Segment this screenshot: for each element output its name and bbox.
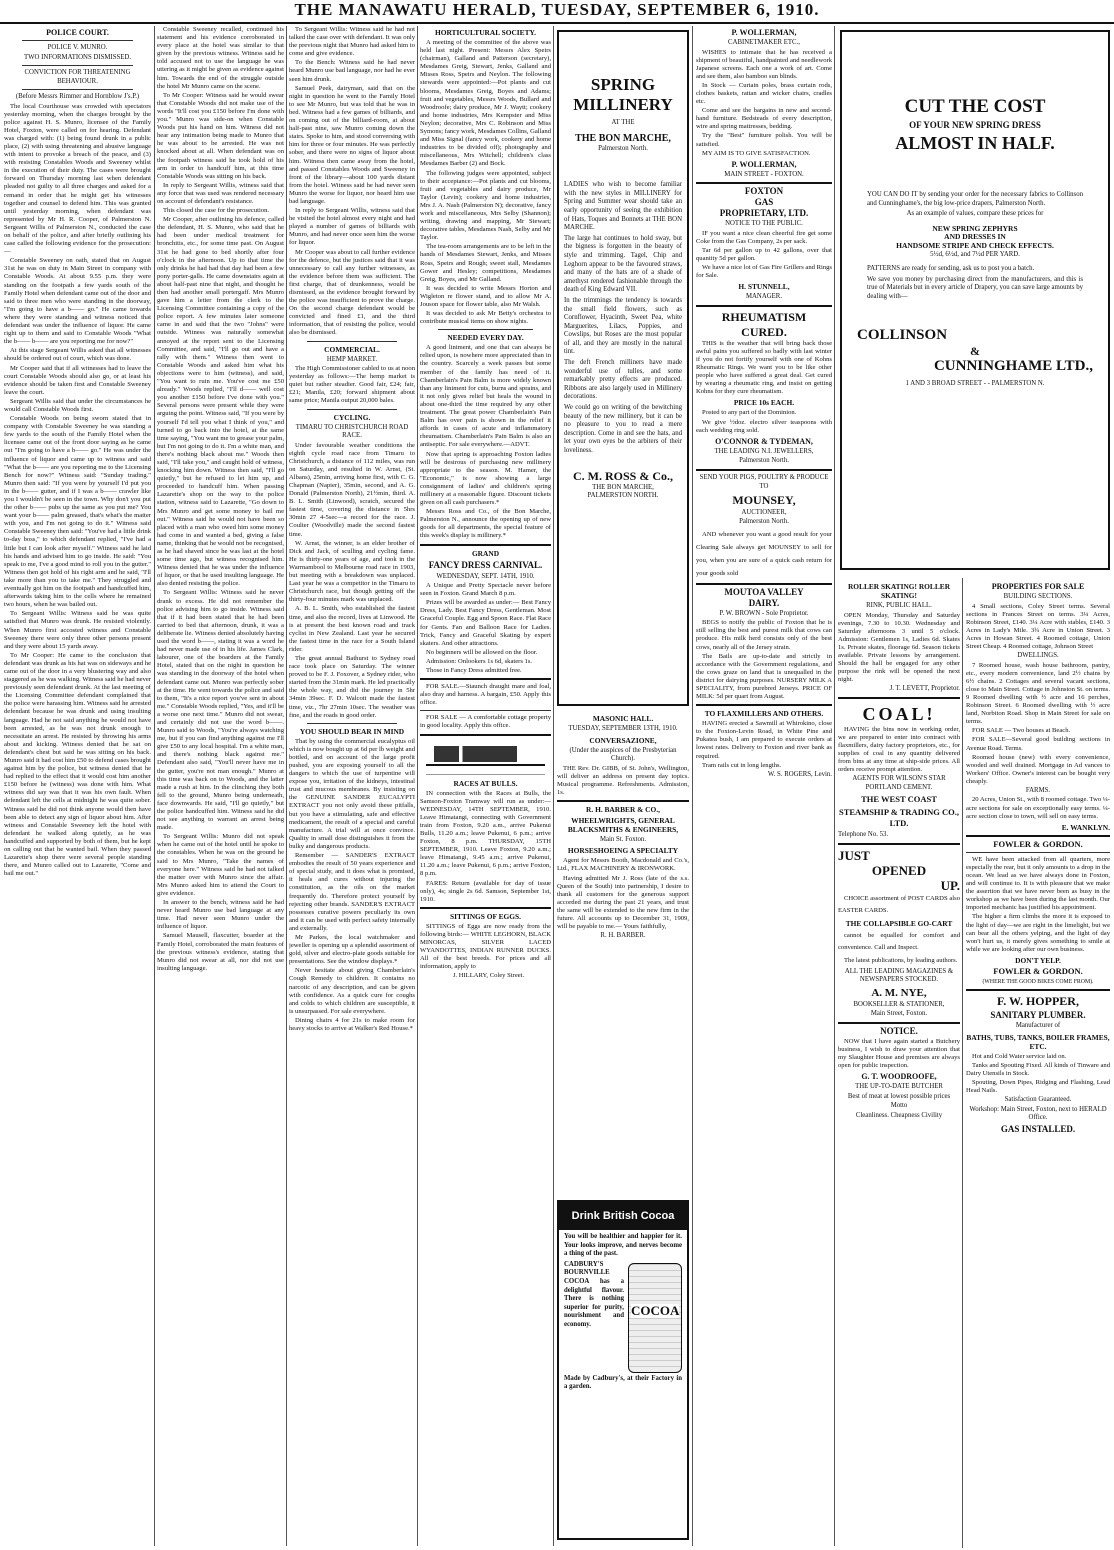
column-news xyxy=(289,26,415,1546)
ad-heading: SITTINGS OF EGGS. xyxy=(450,911,521,921)
section-heading: CYCLING. xyxy=(333,412,371,422)
divider xyxy=(696,469,832,471)
column-masonic xyxy=(557,712,689,992)
paragraph: Made by Cadbury's, at their Factory in a garden. xyxy=(564,1374,682,1391)
paragraph: Hot and Cold Water service laid on. xyxy=(972,1052,1067,1060)
column-rule xyxy=(154,26,155,1546)
paragraph: In reply to Sergeant Willis, witness said that he visited the hotel almost every night and had played a number of games of billiards with Munro, and had never once seen him the worse for liquor. xyxy=(289,207,415,247)
divider xyxy=(696,182,832,184)
divider xyxy=(557,800,689,802)
ad-date: WEDNESDAY, SEPT. 14TH, 1910. xyxy=(436,572,535,580)
paragraph: Spouting, Down Pipes, Ridging and Flashing, Lead Head Nails. xyxy=(966,1079,1110,1095)
column-police-court xyxy=(4,26,151,1546)
paragraph: W. Arnst, the winner, is an elder brother of Dick and Jack, of sculling and cycling fame. He is thirty-one years of age, and took in the Warrnambool to Melbourne road race in 1903, but meeting with a breakdown was unplaced. Last year he was a competitor in the Timaru to Christchurch race, but though getting off the thirty-four minutes mark was unplaced. xyxy=(289,539,415,604)
paragraph: Messrs Ross and Co., of the Bon Marche, Palmerston N., announce the opening up of new goods for all departments, the special feature of this week's display is millinery.* xyxy=(420,508,551,540)
paragraph: Tanks and Spouting Fixed. All kinds of Tinware and Dairy Utensils in Stock. xyxy=(966,1061,1110,1078)
ad-location: Palmerston North. xyxy=(739,518,789,526)
ad-title: ALMOST IN HALF. xyxy=(895,133,1055,153)
ad-store: G. T. WOODROOFE, xyxy=(861,1072,937,1082)
paragraph: Having admitted Mr J. Ross (late of the s.s. Queen of the South) into partnership, I desire to thank all customers for the generous support accorded me during the past 21 years, and trust the same will be extended to the new firm in the future. All accounts up to December 31, 1909, will be payable to me.— Yours faithfully, xyxy=(557,874,689,931)
paragraph: Now that spring is approaching Foxton ladies will be desirous of purchasing new millinery appropriate to the season. M. Hamer, the "Economic," is now showing a large consignment of ladies' and children's spring millinery at a reasonable figure. Discount tickets given on all cash purchasers.* xyxy=(420,450,551,507)
paragraph: cannot be equalled for comfort and convenience. Call and Inspect. xyxy=(838,931,960,951)
paragraph: WE have been attacked from all quarters, more especially the rear, but it only amounts to a drop in the ocean. We lead as we have always done in Foxton, and will continue to. It is with pleasure that we make the assertion that we have never been as busy in the workshop as we have been during the last month. Our imported mechanic has justified his appointment. xyxy=(966,855,1110,912)
divider xyxy=(307,409,397,410)
paragraph: In reply to Sergeant Willis, witness said that any force that was used was rendered necessary on account of defendant's resistance. xyxy=(157,181,284,205)
divider xyxy=(838,697,960,699)
ad-heading: FANCY DRESS CARNIVAL. xyxy=(428,559,543,570)
ad-store: C. M. ROSS & Co., xyxy=(572,468,673,483)
divider xyxy=(420,678,551,680)
ad-store: FOWLER & GORDON. xyxy=(993,965,1083,976)
ad-subtitle: THE UP-TO-DATE BUTCHER xyxy=(855,1083,943,1091)
ad-offer: AND DRESSES IN xyxy=(944,232,1006,242)
paragraph: IN connection with the Races at Bulls, the Samson-Foxton Tramway will run as under:— WEDNESDAY, 14TH SEPTEMBER, 1910. Leave Himatangi, connecting with Government train from Foxton, 9.20 a.m., arrive Pukenui Bulls, 11.20 a.m.; leave Pukenui, 6 p.m.; arrive Foxton, 8 p.m. THURSDAY, 15TH SEPTEMBER, 1910. Leave Foxton, 9.20 a.m.; leave Himatangi, 9.45 a.m.; arrive Pukenui, 11.20 a.m.; leave Pukenui, 6 p.m.; arrive Foxton, 8 p.m. xyxy=(420,789,551,878)
paragraph: The High Commissioner cabled to us at noon yesterday as follows:—The hemp market is quiet but rather steadier. Good fair, £24; fair, £21; Manila, £20; forward shipment about same price; Manila output 20,000 bales. xyxy=(289,365,415,405)
ad-subtitle: ALL THE LEADING MAGAZINES & NEWSPAPERS STOCKED. xyxy=(844,967,954,984)
paragraph: THIS is the weather that will bring back those awful pains you suffered so badly with last winter if you do not fortify yourself with one of Kohns Rheumatic Rings. We want you to be like other people who have suffered a great deal. Get cured by wearing a rheumatic ring, and insist on getting Kohns for they cure rheumatism. xyxy=(696,339,832,396)
ad-heading: FOXTON xyxy=(744,186,784,197)
paragraph: CHOICE assortment of POST CARDS also EASTER CARDS. xyxy=(838,894,960,914)
ad-offer: HANDSOME STRIPE AND CHECK EFFECTS. xyxy=(896,240,1054,250)
paragraph: Best of meat at lowest possible prices xyxy=(847,1092,951,1100)
divider xyxy=(307,341,397,342)
masthead: THE MANAWATU HERALD, TUESDAY, SEPTEMBER 6, 1910. xyxy=(0,0,1114,24)
ad-heading: DAIRY. xyxy=(748,597,780,608)
divider xyxy=(420,544,551,546)
column-rule xyxy=(834,26,835,1546)
column-police-court-cont xyxy=(157,26,284,1546)
ad-subtitle: RINK, PUBLIC HALL. xyxy=(866,602,932,609)
ad-store: CUNNINGHAME LTD., xyxy=(933,357,1093,374)
collinson-cunninghame-ad xyxy=(840,30,1110,570)
ad-location: PALMERSTON NORTH. xyxy=(587,492,659,500)
paragraph: To Sergeant Willis: Witness said he was quite satisfied that Munro was drunk. He resisted violently. When Munro first accosted witness and Constable Sweeney there were only three other persons present and they were about 15 yards away. xyxy=(4,610,151,650)
ad-subtitle: AT THE xyxy=(611,119,635,126)
ad-heading: CONVERSAZIONE, xyxy=(589,735,657,745)
ad-heading: FOWLER & GORDON. xyxy=(993,838,1083,849)
ad-subtitle: BOOKSELLER & STATIONER, xyxy=(853,1000,945,1008)
ad-subtitle: P. W. BROWN - Sole Proprietor. xyxy=(719,609,809,617)
paragraph: FOR SALE—Several good building sections in Avenue Road. Terms. xyxy=(966,736,1110,752)
train-illustration xyxy=(426,740,545,775)
paragraph: A. B. L. Smith, who established the fastest time, and also the record, lives at Linwood. He is at present the best known road and track cyclist in New Zealand. Last year he secured the fastest time in the race for a South Island rider. xyxy=(289,605,415,653)
ad-price: PRICE 10s EACH. xyxy=(733,398,795,408)
ad-heading: THE COLLAPSIBLE GO-CART xyxy=(845,918,953,928)
divider xyxy=(696,583,832,585)
paragraph: Tar 6d per gallon up to 42 gallons, over that quantity 5d per gallon. xyxy=(696,246,832,262)
paragraph: Prizes will be awarded as under:— Best Fancy Dress, Lady. Best Fancy Dress, Gentleman. Most Graceful Couple. Egg and Spoon Race. Flat Race for Gents. Fan and Balloon Race for Ladies. Trick, Fancy and Graceful Skating by expert skaters. And other attractions. xyxy=(420,599,551,647)
signature: E. WANKLYN. xyxy=(1061,822,1110,832)
ad-store: COLLINSON xyxy=(857,326,948,343)
ad-subtitle: Satisfaction Guaranteed. xyxy=(1004,1096,1072,1104)
paragraph: 7 Roomed house, wash house bathroom, pantry, etc., every modern convenience, land 2½ chains by 6½ chains. 2 Cottages and several vacant sections, close to Main Street. Cottage in Johnston St. on terms. 9 Roomed dwelling with ½ acre and 16 perches, Robinson Street. 6 Roomed dwelling with ½ acre land, Norbiton Road. Shop in Main Street for sale on terms. xyxy=(966,661,1110,726)
subheading: TWO INFORMATIONS DISMISSED. xyxy=(23,53,132,61)
paragraph: The following judges were appointed, subject to their acceptance:—Pot plants and cut blooms, fruit and vegetables and dairy produce, Mr Taylor (Levin); cookery and home industries, Mrs J. A. Nash (Palmerston N); decorative, fancy work and miscellaneous, Mrs Selby (Shannon); writing, drawing and mapping, Mr Stewart; decorative tables, Mesdames Nash, Selby and Mr Taylor. xyxy=(420,169,551,242)
ad-heading: PROPRIETARY, LTD. xyxy=(719,208,809,219)
ad-subtitle: THE LEADING N.I. JEWELLERS, xyxy=(714,447,814,455)
paragraph: HAVING the bins now in working order, we are prepared to enter into contract with flaxmillers, dairy factory proprietors, etc., for supplies of coal in any quantity delivered from bins at any time at ship-side prices. All orders receive prompt attention. xyxy=(838,725,960,774)
divider xyxy=(420,734,551,736)
ad-title: COAL! xyxy=(862,703,936,724)
paragraph: The great annual Bathurst to Sydney road race took place on Saturday. The winner proved to be F. J. Foxover, a Sydney rider, who started from the 31min mark. He led practically the whole way, and did the journey in 5hr 34min 39sec. F. D. Walcott made the fastest time, viz., 7hr 27min 10sec. The weather was fine, and the roads in good order. xyxy=(289,654,415,719)
ad-heading: GAS xyxy=(754,197,774,208)
ad-heading: O'CONNOR & TYDEMAN, xyxy=(715,436,813,446)
ad-title: UP. xyxy=(940,877,960,893)
paragraph: Samuel Mausell, flaxcutter, boarder at the Family Hotel, corroborated the main features of the previous witness's evidence, stating that Munro did not swear at all, nor did not use insulting language. xyxy=(157,932,284,972)
paragraph: 4 Small sections, Coley Street terms. Several sections in Frances Street on terms. 3¼ Acres, Robinson Street, £140. 3¼ Acre with stables, £140. 3 Acres in Lady's Mile. 3¾ Acre in Union Street. 3 Acres in Howan Street. 4 Roomed cottage, Union Street Cheap. 4 Roomed cottage, Johnson Street xyxy=(966,602,1110,650)
column-properties xyxy=(966,580,1110,1548)
paragraph: The local Courthouse was crowded with spectators yesterday morning, when the charges brought by the police against H. S. Munro, licensee of the Family Hotel, Foxton, were called on for hearing. Defendant was charged with: (1) being found drunk in a public place, (2) with using threatening and abusive language with intent to provoke a breach of the peace, and (3) with resisting Constables Woods and Sweeney whilst in the execution of their duty. The cases were brought forward on Thursday morning last when defendant pleaded not guilty to all three charges and asked for a remand in order that he might get his witnesses together and counsel to defend him. This was granted until yesterday morning, when defendant was represented by Mr H. R. Cooper, of Palmerston N. Sergeant Willis of Palmerston N., conducted the case on behalf of the police, and after briefly outlining his case called the following evidence for the prosecution:— xyxy=(4,102,151,256)
paragraph: That by using the commercial eucalyptus oil which is now bought up at 6d per lb weight and bottled, and on account of the large profit pushed, you are exposing yourself to all the dangers to which the use of turpentine will expose you, irritation of the kidneys, intestinal trust and mucous membranes. By insisting on the GENUINE SANDER EUCALYPTI EXTRACT you not only avoid these pitfalls, but you have a stimulating, safe and effective medicament, the result of a special and careful manufacture. A trial will at once convince. Quality in small dose distinguishes it from the bulky and dangerous products. xyxy=(289,737,415,850)
paragraph: The Bails are up-to-date and strictly in accordance with the Government regulations, and the cows graze on land that is unequalled in the district for dairying purposes. NURSERY MILK A SPECIALITY, from purebred Jerseys. PRICE OF MILK: 5d per quart from August. xyxy=(696,652,832,701)
divider xyxy=(22,65,133,66)
paragraph: In answer to the bench, witness said he had never heard Munro use bad language at any time. Had never seen Munro under the influence of liquor. xyxy=(157,899,284,931)
tin-label: COCOA xyxy=(631,1302,680,1318)
paragraph: In Stock — Curtain poles, brass curtain rods, clothes baskets, rattan and wicker chairs, cradles etc. xyxy=(696,81,832,106)
ad-heading: MOUTOA VALLEY xyxy=(724,586,804,597)
paragraph: To Sergeant Willis: Witness said he never drank to excess. He did not remember the police advising him to go inside. Witness said that if it had been stated that he had been carried to bed that afternoon, drunk, it was a deliberate lie. Witness denied absolutely having used the word b——, stating it was a word he had never made use of in his life. James Clark, labourer, one of the boarders at the Family Hotel, stated that on the night in question he was standing in the doorway of the hotel when defendant came out. Munro was perfectly sober at the time. He went towards the police and said to them, "It's a nice report you've sent in about me." Constable Woods replied, "Yes, and it'll be a worse one next time." Munro did not swear, and certainly did not use the word b——. Munro said to Woods, "You're always watching me, but if you can find anything against me I'll give £50 to any local hospital. I'm a white man, and there's nothing black against me." Defendant also said, "You'll never have me in the gutter, you're not man enough." Munro at this time was back on to Woods, and the latter made a rush at him. In the clinching they both fell to the ground, Munro being underneath, face downwards. He said, "I'll go quietly," but the police handcuffed him. Witness said he did not see anything to warrant an arrest being made. xyxy=(157,589,284,832)
paragraph: It was decided to write Messrs Horton and Wigleton re flower stand, and to allow Mr A. Jouson space for flower table, also Mr Walsh. xyxy=(420,284,551,308)
paragraph: SITTINGS of Eggs are now ready from the following birds:— WHITE LEGHORN, BLACK MINORCAS, SILVER LACED WYANDOTTES, INDIAN RUNNER DUCKS. All of the best breeds. For prices and all information, apply to xyxy=(420,922,551,971)
ad-heading: PROPERTIES FOR SALE xyxy=(991,582,1085,591)
ad-heading: NOTICE. xyxy=(880,1025,918,1036)
ad-subtitle: DWELLINGS. xyxy=(1017,652,1059,660)
ad-subtitle: Manufacturer of xyxy=(1015,1022,1061,1030)
signature: J. T. LEVETT, Proprietor. xyxy=(889,685,960,693)
paragraph: Constable Sweeney recalled, continued his statement and his evidence corroborated in every place at the hotel was similar to that given by the previous witness. Witness said he told accused not to use the language he was uttering as it might be given as evidence against him. Towards the end of the struggle outside the hotel Mr Munro came on the scene. xyxy=(157,26,284,90)
ad-subtitle: OF YOUR NEW SPRING DRESS xyxy=(909,120,1041,130)
column-rule xyxy=(692,26,693,1546)
paragraph: To Mr Cooper: Witness said he would swear that Constable Woods did not make use of the words "It'll cost you £150 before I'm done with you." Munro was side-on when Constable Woods put his hand on him. Witness did not hear any intimation being made to Munro that he was about to be arrested. He was not knocked about at all. When defendant was on the footpath witness said he took hold of his arm in order to handcuff him, at this time Constable Woods was sitting on his back. xyxy=(157,91,284,180)
paragraph: Mr Cooper was about to call further evidence for the defence, but the justices said that it was unnecessary to call any further witnesses, as the evidence before them was sufficient. The first charge, that of drunkenness, would be dismissed, as the evidence brought forward by the police was insufficient to prove the charge. On the second charge defendant would be convicted and fined £1, and the third information, that of resisting the police, would also be dismissed. xyxy=(289,248,415,337)
paragraph: You will be healthier and happier for it. Your looks improve, and nerves become a thing of the past. xyxy=(564,1233,682,1258)
paragraph: Under favourable weather conditions the eighth cycle road race from Timaru to Christchurch, a distance of 112 miles, was run on Saturday, and resulted in W. Arnst, (St. Albans), 25min, arriving home first, with C. G. Chapman (Napier), 35min, second, and A. G. Donald (Palmerston North), 21½min, third. A. B. L. Smith (Linwood), scratch, secured the fastest time, covering the distance in 5hrs 30min 27 4-5sec—a record for the race. J. Coulter (Woodville) made the second fastest time. xyxy=(289,441,415,538)
divider xyxy=(966,989,1110,991)
ad-heading: SANITARY PLUMBER. xyxy=(990,1010,1086,1021)
paragraph: NOW that I have again started a Butchery business, I wish to draw your attention that my Slaughter House and premises are always open for public inspection. xyxy=(838,1037,960,1070)
ad-subtitle: (WHERE THE GOOD BIKES COME FROM). xyxy=(982,978,1094,985)
ad-store: THE BON MARCHE, xyxy=(575,132,671,144)
paragraph: LADIES who wish to become familiar with the new styles in MILLINERY for Spring and Summer wear should take an early opportunity of seeing the exhibition of Hats, Toques and Bonnets at THE BON MARCHE. xyxy=(564,181,682,232)
column-rule xyxy=(286,26,287,1546)
paragraph: This closed the case for the prosecution. xyxy=(163,207,270,215)
ad-location: Palmerston North. xyxy=(598,144,648,152)
signature: J. HILLARY, Coley Street. xyxy=(452,972,525,980)
signature: R. H. BARBER. xyxy=(600,932,646,940)
paragraph: Constable Sweeney on oath, stated that on August 31st he was on duty in Main Street in company with Constable Woods. At about 9.55 p.m. they were standing on the footpath a few yards south of the Family Hotel when defendant came out of the door and said to three men who were standing in the doorway, "I'm going to have a b—— go." He came towards where they were standing and witness noticed that defendant was under the influence of liquor. He came right up to them and said to Constable Woods "What the b—— b—— are you reporting me for now?" xyxy=(4,257,151,346)
signature: W. S. ROGERS, Levin. xyxy=(767,770,832,778)
ad-subtitle: WHEELWRIGHTS, GENERAL BLACKSMITHS & ENGINEERS, xyxy=(567,815,679,834)
classified-ad: FOR SALE — A comfortable cottage property in good locality. Apply this office. xyxy=(420,714,551,730)
column-local-ads xyxy=(838,580,960,1548)
subheading: (Under the auspices of the Presbyterian Church). xyxy=(569,746,677,762)
paragraph: Mr Cooper said that if all witnesses had to leave the court Constable Woods should also go, or at least his evidence should be taken first and Constable Sweeney leave the court. xyxy=(4,364,151,396)
divider xyxy=(22,40,133,41)
paragraph: To Sergeant Willis: Witness said he had not talked the case over with defendant. It was only the previous night that Munro had asked him to come and give evidence. xyxy=(289,26,415,58)
ad-subtitle: BUILDING SECTIONS. xyxy=(1003,593,1073,600)
ad-title: JUST xyxy=(838,847,870,863)
column-rule xyxy=(553,26,554,1546)
ad-subtitle: TO xyxy=(759,483,769,491)
paragraph: At this stage Sergeant Willis asked that all witnesses should be ordered out of court, which was done. xyxy=(4,347,151,363)
subheading: HEMP MARKET. xyxy=(326,355,378,363)
paragraph: A Unique and Pretty Spectacle never before seen in Foxton. Grand March 8 p.m. xyxy=(420,582,551,598)
paragraph: WISHES to intimate that he has received a shipment of beautiful, handpainted and needlework Japanese screens. Each one a work of art. Come and see them, also bamboo sun blinds. xyxy=(696,48,832,80)
paragraph: To the Bench: Witness said he had never heard Munro use bad language, nor had he ever seen him drunk. xyxy=(289,59,415,83)
paragraph: The higher a firm climbs the more it is exposed to the light of day—we are right in the limelight, but we can bear all the others yelping, and the light of day won't hurt us, it merely gives something to smile at while we are looking after our own business. xyxy=(966,913,1110,953)
ad-subtitle: BATHS, TUBS, TANKS, BOILER FRAMES, ETC. xyxy=(966,1032,1110,1051)
ad-heading: GRAND xyxy=(471,548,500,558)
paragraph: YOU CAN DO IT by sending your order for the necessary fabrics to Collinson and Cunninghame's, the big low-price drapers, Palmerston North. xyxy=(867,191,1083,207)
ad-heading: ROLLER SKATING! ROLLER SKATING! xyxy=(847,582,951,600)
paragraph: Come and see the bargains in new and second-hand furniture. Bedsteads of every description, wire and spring mattresses, bedding. xyxy=(696,107,832,131)
ad-location: 1 AND 3 BROAD STREET - - PALMERSTON N. xyxy=(905,379,1045,387)
ad-title: CURED. xyxy=(741,324,787,339)
paragraph: Constable Woods on being sworn stated that in company with Constable Sweeney he was standing a few yards to the south of the Family Hotel when the licensee came out of the front door saying as he came out "I'm going to have a b—— go." He was under the influence of liquor and came up to witness and said "What the b—— are you reporting me to the Licensing Bench for now?" Witness said: "Sunday trading." Munro then said: "If you were by yourself I'd put you in the b—— gutter, and if I was a b—— crawler like you I wouldn't be seen in the town. Why don't you put the other b—— pubs up the same as you put me? You want your b—— palm greased, that's what's the matter with you, and I'm not going to do it." Witness said Constable Sweeney then said: "You've had a little drink to-day boss," to which defendant replied, "I've had a little but I can look after myself." Witness said he laid his hands and advised him to go inside. He said: "You speak to me, I've a good mind to roll you in the gutter." Witness then got hold of his right arm and he said, "I'll take more than you to take me." They struggled and eventually got him on the footpath and handcuffed him, afterwards taking him to the cells where he remained two hours, when he was bailed out. xyxy=(4,415,151,609)
ad-slogan: DON'T YELP. xyxy=(1015,955,1061,965)
paragraph: PATTERNS are ready for sending, ask us to post you a batch. xyxy=(867,265,1035,273)
paragraph: We save you money by purchasing direct from the manufacturers, and this is true of Materials but in every article of Drapery, you can save large amounts by dealing with— xyxy=(867,275,1083,300)
paragraph: No beginners will be allowed on the floor. xyxy=(426,648,538,656)
ad-location: Palmerston North. xyxy=(739,457,789,465)
paragraph: Admission: Onlookers 1s 6d, skaters 1s. xyxy=(426,657,533,665)
motto: Cleanliness. Cheapness Civility xyxy=(855,1111,943,1119)
paragraph: HAVING erected a Sawmill at Whirokino, close to the Foxton-Levin Road, in White Pine and Pukatea bush, I am prepared to execute orders at lowest rates. Delivery to Foxton and river bank as required. xyxy=(696,720,832,760)
paragraph: FARES: Return (available for day of issue only), 4s; single 2s 6d. Samson, September 1st, 1910. xyxy=(420,879,551,903)
divider xyxy=(307,723,397,724)
ad-heading: THE WEST COAST xyxy=(861,794,937,805)
ad-subtitle: CABINETMAKER ETC., xyxy=(728,39,800,46)
ad-location: MAIN STREET - FOXTON. xyxy=(724,170,804,178)
paragraph: Roomed house (new) with every convenience, wooded and well drained. Mortgage in Ad vances to Workers' Office. Owner's interest can be bought very cheaply. xyxy=(966,753,1110,785)
paragraph: Dining chairs 4 for 21s to make room for heavy stocks to arrive at Walker's Red House.* xyxy=(289,1016,415,1032)
ad-subtitle: SEND YOUR PIGS, POULTRY & PRODUCE xyxy=(699,473,829,481)
paragraph: MY AIM IS TO GIVE SATISFACTION. xyxy=(702,149,811,157)
ad-location: Main St. Foxton. xyxy=(599,835,647,843)
divider xyxy=(420,907,551,909)
ad-subtitle: FARMS. xyxy=(1025,786,1051,794)
column-rule xyxy=(962,578,963,1548)
ad-title: OPENED xyxy=(871,862,927,878)
paragraph: The tea-room arrangements are to be left in the hands of Mesdames Stewart, Jenks, and Misses Ross, Speirs and Rough; sweet stall, Mesdames Gower and Hesley; competitions, Mesdames Greig, Boyes, and Mr Galland. xyxy=(420,243,551,283)
paragraph: Never hesitate about giving Chamberlain's Cough Remedy to children. It contains no narcotic of any description, and can be given with confidence. As a quick cure for coughs and colds to which children are susceptible, it is unsurpassed. For sale everywhere. xyxy=(289,967,415,1015)
paragraph: In the trimmings the tendency is towards the small field flowers, such as Cornflower, Hyacinth, Sweet Pea, white Marguerites, Lilacs, Poppies, and Cowslips, but Roses are the most popular of all, and they are mostly in the natural tint. xyxy=(564,296,682,356)
ad-heading: R. H. BARBER & CO., xyxy=(586,804,660,814)
divider xyxy=(438,329,533,330)
divider xyxy=(838,843,960,845)
divider xyxy=(966,852,1110,853)
paragraph: The latest publications, by leading authors. xyxy=(844,956,958,964)
motto-label: Motto xyxy=(890,1102,908,1110)
classified-ad: FOR SALE.—Staunch draught mare and foal, also dray and harness. A bargain, £50. Apply this office. xyxy=(420,683,551,707)
paragraph: A good liniment, and one that can always be relied upon, is nowhere more appreciated than in the country. Scarcely a week passes but some member of the family has need of it. Chamberlain's Pain Balm is more widely known than any liniment for cuts, burns and sprains, and it not only gives relief but heals the wound in about one-third the time required by any other treatment. The great power Chamberlain's Pain Balm has over pain is shown in the relief it affords in cases of acute and inflammatory rheumatism. Chamberlain's Pain Balm is also an antiseptic. For sale everywhere.—ADVT. xyxy=(420,344,551,449)
paragraph: Agent for Messrs Booth, Macdonald and Co.'s, Ltd., FLAX MACHINERY & IRONWORK. xyxy=(557,857,689,873)
ad-store: A. M. NYE, xyxy=(871,986,927,999)
paragraph: To Sergeant Willis: Munro did not speak when he came out of the hotel until he spoke to the constables. When he was on the ground he said to Mrs Munro, "Take the names of everyone here." Witness said he had not talked the matter over with Munro since the affair. Mrs Munro asked him to attend the Court to give evidence. xyxy=(157,833,284,897)
divider xyxy=(838,1022,960,1024)
divider xyxy=(696,704,832,706)
paragraph: It was decided to ask Mr Betty's orchestra to contribute musical items on show nights. xyxy=(420,310,551,326)
paragraph: Those in Fancy Dress admitted free. xyxy=(426,666,522,674)
paragraph: IF you want a nice clean cheerful fire get some Coke from the Gas Company, 2s per sack. xyxy=(696,229,832,245)
section-heading: COMMERCIAL. xyxy=(324,344,380,354)
ad-subtitle: AUCTIONEER, xyxy=(741,508,787,516)
paragraph: A meeting of the committee of the above was held last night. Present: Messrs Alex Speirs (chairman), Galland and Patterson (secretary), Mesdames Greig, Stewart, Jenks, Galland and Misses Ross, Speirs and Neylon. The following stewards were appointed:—Pot plants and cut blooms, Mesdames Greig, Boyes and Adams; fruit and vegetables, Messrs Woods, Bullard and Woodroofe; dairy produce, Mr J. Waytt; cookery and home industries, Mrs Kempster and Miss Neylon; decorative, Mrs C. Robinson and Miss Symons; fancy work, Mesdames Collins, Galland and Miss Signal (fancy work, cookery and home industries to be divided off); photography and miscellaneous, Mrs Witchell; children's class Mesdames Barber (2) and Bock. xyxy=(420,39,551,168)
column-society xyxy=(420,26,551,1546)
ad-phone: Telephone No. 53. xyxy=(838,831,889,839)
ad-signature: MANAGER. xyxy=(745,293,783,301)
ad-subtitle: NOTICE TO THE PUBLIC. xyxy=(725,220,803,228)
ad-location: Main Street, Foxton. xyxy=(870,1010,928,1018)
paragraph: We could go on writing of the bewitching beauty of the new millinery, but it can be no pleasure to you to read a mere description. Come in and see the hats, and let your own eyes be the arbiters of their loveliness. xyxy=(564,404,682,454)
paragraph: OPEN Monday, Thursday and Saturday evenings, 7.30 to 10.30. Wednesday and Saturday afternoons 3 until 5 o'clock. Admission: Gentlemen 1s, Ladies 6d. Skates 1s. Private skates, floorage 6d. Season tickets available. Private lessons by arrangement. Should the hall be engaged for any other purpose the rink will be opened the next night. xyxy=(838,611,960,684)
paragraph: As an example of values, compare these prices for xyxy=(906,210,1044,218)
paragraph: We give ½doz. electro silver teaspoons with each wedding ring sold. xyxy=(696,418,832,434)
column-rule xyxy=(417,26,418,1546)
ad-heading: P. WOLLERMAN, xyxy=(731,28,797,37)
paragraph: BEGS to notify the public of Foxton that he is still selling the best and purest milk that cows can produce. His milk herd consists only of the best cows, nearly all of the Jersey strain. xyxy=(696,619,832,651)
paragraph: FOR SALE — Two houses at Beach. xyxy=(972,727,1071,735)
ad-subtitle: HORSESHOEING A SPECIALTY xyxy=(567,846,679,856)
divider xyxy=(966,835,1110,837)
paragraph: Try the "Best" furniture polish. You will be satisfied. xyxy=(696,132,832,148)
spring-millinery-ad xyxy=(557,30,689,706)
ad-title: F. W. HOPPER, xyxy=(997,994,1079,1009)
paragraph: Mr Parkes, the local watchmaker and jeweller is opening up a splendid assortment of gold, silver and electro-plate goods suitable for presentations. See the window displays.* xyxy=(289,933,415,966)
paragraph: The deft French milliners have made wonderful use of tulles, and some remarkably pretty effects are produced. Ribbons are also largely used in Millinery decorations. xyxy=(564,359,682,401)
ad-signature: H. STUNNELL, xyxy=(738,282,790,292)
ad-heading: GAS INSTALLED. xyxy=(1000,1123,1076,1134)
paragraph: Samuel Peek, dairyman, said that on the night in question he went to the Family Hotel to see Mr Munro, but was told that he was in bed. Witness had a few games of billiards, and on coming out of the billiard-room, at about half-past nine, saw Munro coming down the stairs. Spoke to him, and stood conversing with him for three or four minutes. He was perfectly sober, and there were no signs of liquor about him. Witness then came away from the hotel, and passed Constables Woods and Sweeney in front of the library—about 100 yards distant from the hotel. Witness said he had never seen Munro the worse for liquor, nor heard him use bad language. xyxy=(289,84,415,205)
ad-heading: P. WOLLERMAN, xyxy=(731,159,797,169)
ad-location: Workshop: Main Street, Foxton, next to HERALD Office. xyxy=(969,1105,1107,1122)
paragraph: Mr Cooper, after outlining his defence, called the defendant, H. S. Munro, who said that he had been under medical treatment for bronchitis, etc., for some time past. On August 31st he had gone to bed shortly after four o'clock in the afternoon. Up to that time the only drinks he had had that day had been a few pony porter-galls. He came downstairs again at about half-past nine that night, and thought he then had another small portergaff. Mrs Munro gave him a letter from the clerk to the Licensing Committee containing a copy of the police report. A few minutes later someone came in and said that the two "Johns" were outside. Witness was naturally somewhat annoyed at the report sent to the Licensing Committee, and said, "I'll go out and have a rally with them." Witness then went to Constable Woods and asked him what his objections were to him (witness), and said, "You want to ruin me. You've cost me £50 already." Woods replied, "I'll d—— well cost you another £150 before I've done with you." Several persons were present while they were arguing the point. Witness said, "If you were by yourself I'd tell you what I think of you," and turned to go back into the hotel, at the same time saying, "You want me to grease your palm, but I'm not going to do it. I'm a white man, and there's nothing black about me." Woods then said, "I'll take you," and caught hold of witness, knocking him down. Witness then said, "I'll go quietly," but he refused to let him up, and proceeded to handcuff him. When passing Lazarette's shop on the way to the police station, witness said to Lazarette, "Go down to Mrs Munro and get some money to bail me out." Witness said he would not have been so placed with a man who owed him some money had come in and wanted a bed, giving a false name, thinking that he would not be recognised, as he had shaved since he was last at the hotel some time ago, but witness recognised him. Witness denied that he was under the influence of liquor, or that he used insulting language. He also denied resisting the police. xyxy=(157,216,284,588)
paragraph: AND whenever you want a good result for your Clearing Sale always get MOUNSEY to sell for you, when you are sure of a quick cash return for your goods sold xyxy=(696,530,832,577)
divider xyxy=(696,305,832,307)
section-heading: HORTICULTURAL SOCIETY. xyxy=(434,28,537,37)
subheading: (Before Messrs Rimmer and Hornblow J's.P.) xyxy=(15,93,140,100)
ad-heading: RACES AT BULLS. xyxy=(453,778,518,788)
ad-title: Drink British Cocoa xyxy=(559,1202,687,1230)
ad-heading: TO FLAXMILLERS AND OTHERS. xyxy=(704,709,824,719)
ad-title: MILLINERY xyxy=(573,95,673,114)
section-heading: YOU SHOULD BEAR IN MIND xyxy=(299,726,405,736)
ad-title: RHEUMATISM xyxy=(721,309,807,324)
paragraph: Posted to any part of the Dominion. xyxy=(702,409,797,417)
ad-subtitle: AGENTS FOR WILSON'S STAR PORTLAND CEMENT. xyxy=(852,775,946,791)
ad-price: 5½d, 6½d, and 7½d PER YARD. xyxy=(930,250,1020,258)
paragraph: To Mr Cooper: He came to the conclusion that defendant was drunk as his hat was on sideways and he came out of the door in a very blustering way and also staggered as he was walking. Witness said he had never previously seen defendant drunk. At the last meeting of the Licensing Committee defendant complained that the police were harassing him. Witness said he arrested defendant because he was drunk and using insulting language. Had he not said anything he would not have been arrested, as he was not drunk enough to necessitate an arrest. He resisted by throwing his arms about and kicking. Witness denied that he sat on defendant's chest but said he was sitting on his back. Munro said it had cost him £50 to defend cases brought against him by the police, but witness denied that he had replied to the effect that it would cost him another £150 before he (witness) was done with him. What witness did say was that it was his own fault. When defendant left the cells at midnight he was quite sober. Witness said he did not think anyone would then have been able to detect any sign of liquor about him. After witness and Constable Sweeney left the hotel with defendant he walked along quietly, as he was handcuffed and supported by both of them, but he kept on calling out that he wanted bail. When they passed Lazarette's shop there were several people standing there, and Munro called out to Lazarette, "Come and bail me out." xyxy=(4,651,151,878)
ad-date: TUESDAY, SEPTEMBER 13TH, 1910. xyxy=(568,725,678,732)
divider xyxy=(420,710,551,711)
divider xyxy=(22,89,133,90)
ad-heading: STEAMSHIP & TRADING CO., LTD. xyxy=(838,807,960,829)
paragraph: Sergeant Willis said that under the circumstances he would call Constable Woods first. xyxy=(4,397,151,413)
column-ads xyxy=(696,26,832,1546)
cocoa-tin-illustration xyxy=(628,1263,682,1373)
paragraph: We have a nice lot of Gas Fire Grillers and Rings for Sale. xyxy=(696,264,832,280)
subheading: TIMARU TO CHRISTCHURCH ROAD RACE. xyxy=(295,423,409,440)
paragraph: The large hat continues to hold sway, but the bigness is forgotten in the beauty of style and trimming. Tagel, Chip and Leghorn appear to be the favoured straws, and many of the hats are of a shade of amethyst rendered fashionable through the death of King Edward VII. xyxy=(564,234,682,294)
paragraph: THE Rev. Dr. GIBB, of St. John's, Wellington, will deliver an address on present day topics. Musical programme. Refreshments. Admission, 1s. xyxy=(557,764,689,796)
article-heading: POLICE COURT. xyxy=(46,28,109,37)
ad-title: MOUNSEY, xyxy=(732,492,796,507)
ad-offer: NEW SPRING ZEPHYRS xyxy=(932,223,1018,233)
ad-title: SPRING xyxy=(590,75,656,94)
paragraph: Remember — SANDER'S EXTRACT embodies the result of 50 years experience and of special study, and it does what is promised, it heals and cures without injuring the constitution, as the oils on the market frequently do. Therefore protect yourself by rejecting other brands. SANDER'S EXTRACT possesses curative powers peculiarly its own and it can be used with perfect safety internally and externally. xyxy=(289,852,415,932)
ad-title: CUT THE COST xyxy=(904,96,1046,117)
subheading: CONVICTION FOR THREATENING BEHAVIOUR. xyxy=(24,69,131,85)
section-heading: NEEDED EVERY DAY. xyxy=(447,333,524,343)
paragraph: CADBURY'S BOURNVILLE COCOA has a delightful flavour. There is nothing superior for purity, nourishment and economy. xyxy=(564,1260,624,1328)
ad-store: THE BON MARCHE, xyxy=(592,483,654,491)
subheading: POLICE V. MUNRO. xyxy=(47,44,108,51)
cadbury-cocoa-ad xyxy=(557,1200,689,1540)
paragraph: Tram rails cut in long lengths. xyxy=(702,761,782,769)
ad-heading: MASONIC HALL. xyxy=(592,714,654,723)
ad-store: & xyxy=(970,343,980,358)
paragraph: 20 Acres, Union St., with 8 roomed cottage. Two ¼-acre sections for sale on exceptionally easy terms. ¼-acre section close to town, will sell on easy terms. xyxy=(966,796,1110,820)
